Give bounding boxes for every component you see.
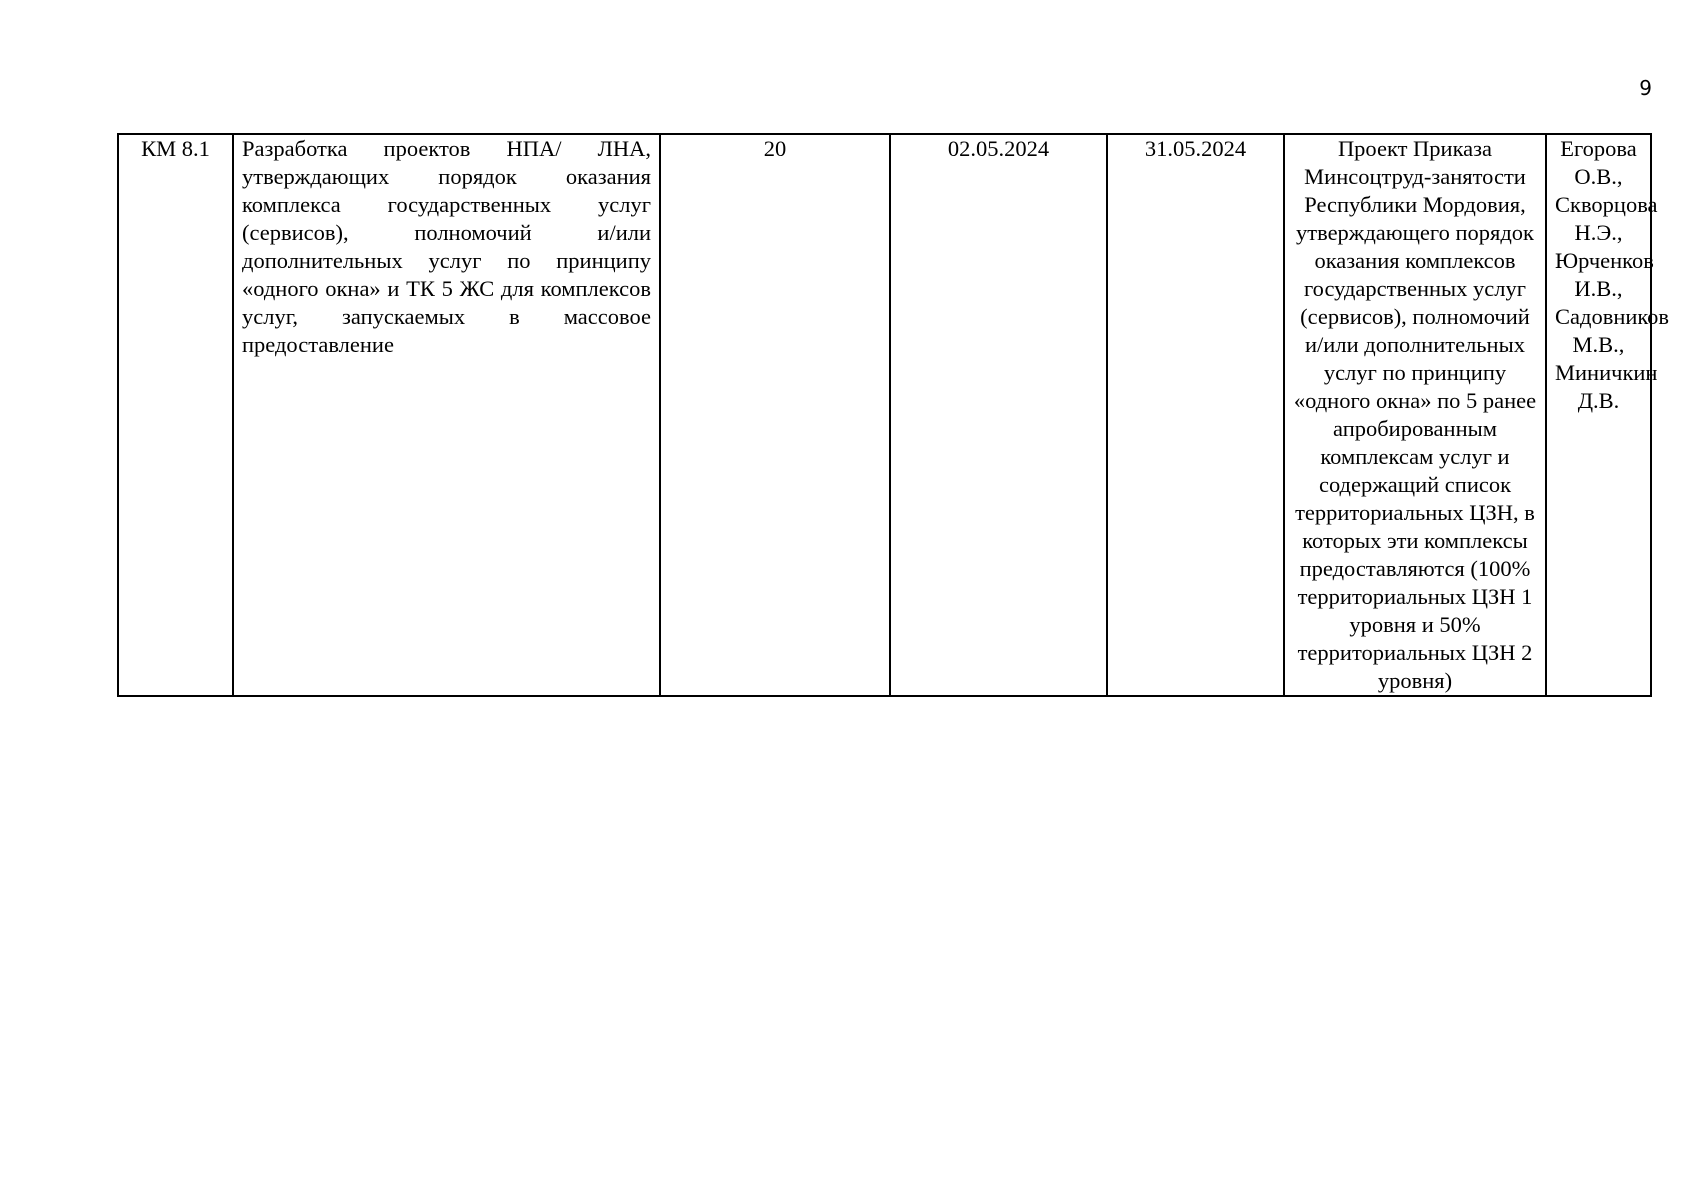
cell-duration: 20 bbox=[660, 134, 890, 696]
table-row bbox=[118, 134, 1651, 696]
responsible-person: Садовников М.В., bbox=[1555, 304, 1670, 357]
plan-table bbox=[117, 133, 1670, 697]
responsible-person: Скворцова Н.Э., bbox=[1555, 192, 1658, 245]
responsible-person: Юрченков И.В., bbox=[1555, 248, 1654, 301]
responsible-person: Миничкин Д.В. bbox=[1555, 360, 1658, 413]
cell-start-date: 02.05.2024 bbox=[890, 134, 1107, 696]
cell-code: КМ 8.1 bbox=[118, 134, 233, 696]
cell-responsible bbox=[1546, 134, 1670, 696]
cell-title: Разработка проектов НПА/ ЛНА, утверждающих порядок оказания комплекса государственных услуг (сервисов), полномочий и/или дополнительных услуг по принципу «одного окна» и ТК 5 ЖС для комплексов услуг, запускаемых в массовое предоставление bbox=[233, 134, 660, 696]
page-number: 9 bbox=[1639, 76, 1652, 100]
cell-end-date: 31.05.2024 bbox=[1107, 134, 1284, 696]
responsible-person: Егорова О.В., bbox=[1560, 136, 1637, 189]
cell-result: Проект Приказа Минсоцтруд-занятости Республики Мордовия, утверждающего порядок оказания комплексов государственных услуг (сервисов), полномочий и/или дополнительных услуг по принципу «одного окна» по 5 ранее апробированным комплексам услуг и содержащий список территориальных ЦЗН, в которых эти комплексы предоставляются (100% территориальных ЦЗН 1 уровня и 50% территориальных ЦЗН 2 уровня) bbox=[1284, 134, 1546, 696]
